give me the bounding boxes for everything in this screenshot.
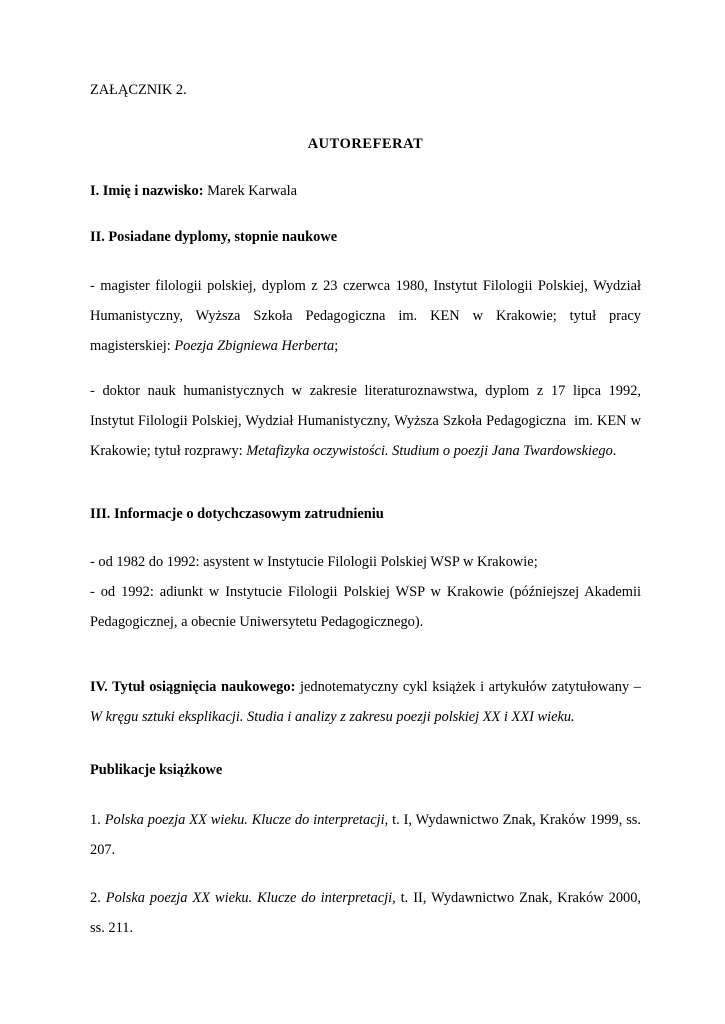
publication-2-number: 2. xyxy=(90,890,106,906)
name-label: I. Imię i nazwisko: xyxy=(90,183,204,199)
publication-item-1 xyxy=(90,805,641,865)
publication-2-work-title: Polska poezja XX wieku. Klucze do interpretacji xyxy=(105,890,393,906)
doktor-text: - doktor nauk humanistycznych w zakresie literaturoznawstwa, dyplom z 17 lipca 1992, Instytut Filologii Polskiej, Wydział Humanistyczny, Wyższa Szkoła Pedagogiczna im. KEN w Krakowie; tytuł rozprawy: xyxy=(90,383,641,459)
attachment-label: ZAŁĄCZNIK 2. xyxy=(90,82,187,98)
publication-2-details: , t. II, Wydawnictwo Znak, Kraków 2000, ss. 211. xyxy=(90,890,642,936)
paragraph-magister xyxy=(90,271,641,361)
magister-text: - magister filologii polskiej, dyplom z 23 czerwca 1980, Instytut Filologii Polskiej, Wydział Humanistyczny, Wyższa Szkoła Pedagogiczna im. KEN w Krakowie; tytuł pracy magisterskiej: xyxy=(90,278,641,354)
achievement-text: jednotematyczny cykl książek i artykułów zatytułowany – xyxy=(295,679,641,695)
name-value: Marek Karwala xyxy=(203,183,298,199)
section-heading-diplomas: II. Posiadane dyplomy, stopnie naukowe xyxy=(90,229,338,245)
publication-1-details: , t. I, Wydawnictwo Znak, Kraków 1999, ss. 207. xyxy=(90,812,642,858)
paragraph-achievement xyxy=(90,672,641,732)
publication-1-number: 1. xyxy=(90,812,105,828)
doktor-work-title: Metafizyka oczywistości. Studium o poezji Jana Twardowskiego xyxy=(246,443,613,459)
publication-item-2 xyxy=(90,883,641,943)
section-heading-employment: III. Informacje o dotychczasowym zatrudnieniu xyxy=(90,506,384,522)
name-line xyxy=(90,176,641,206)
employment-item-2: - od 1992: adiunkt w Instytucie Filologii Polskiej WSP w Krakowie (późniejszej Akademii Pedagogicznej, a obecnie Uniwersytetu Pedagogicznego). xyxy=(90,584,641,630)
paragraph-doktor xyxy=(90,376,641,466)
publication-1-work-title: Polska poezja XX wieku. Klucze do interpretacji xyxy=(104,812,385,828)
section-heading-publications: Publikacje książkowe xyxy=(90,762,223,778)
doktor-tail: . xyxy=(612,443,617,459)
magister-tail: ; xyxy=(334,338,339,354)
achievement-work-title: W kręgu sztuki eksplikacji. Studia i analizy z zakresu poezji polskiej XX i XXI wieku. xyxy=(90,709,575,725)
magister-work-title: Poezja Zbigniewa Herberta xyxy=(174,338,335,354)
document-title: AUTOREFERAT xyxy=(307,136,424,152)
achievement-label: IV. Tytuł osiągnięcia naukowego: xyxy=(90,679,296,695)
employment-item-1: - od 1982 do 1992: asystent w Instytucie Filologii Polskiej WSP w Krakowie; xyxy=(90,554,538,570)
